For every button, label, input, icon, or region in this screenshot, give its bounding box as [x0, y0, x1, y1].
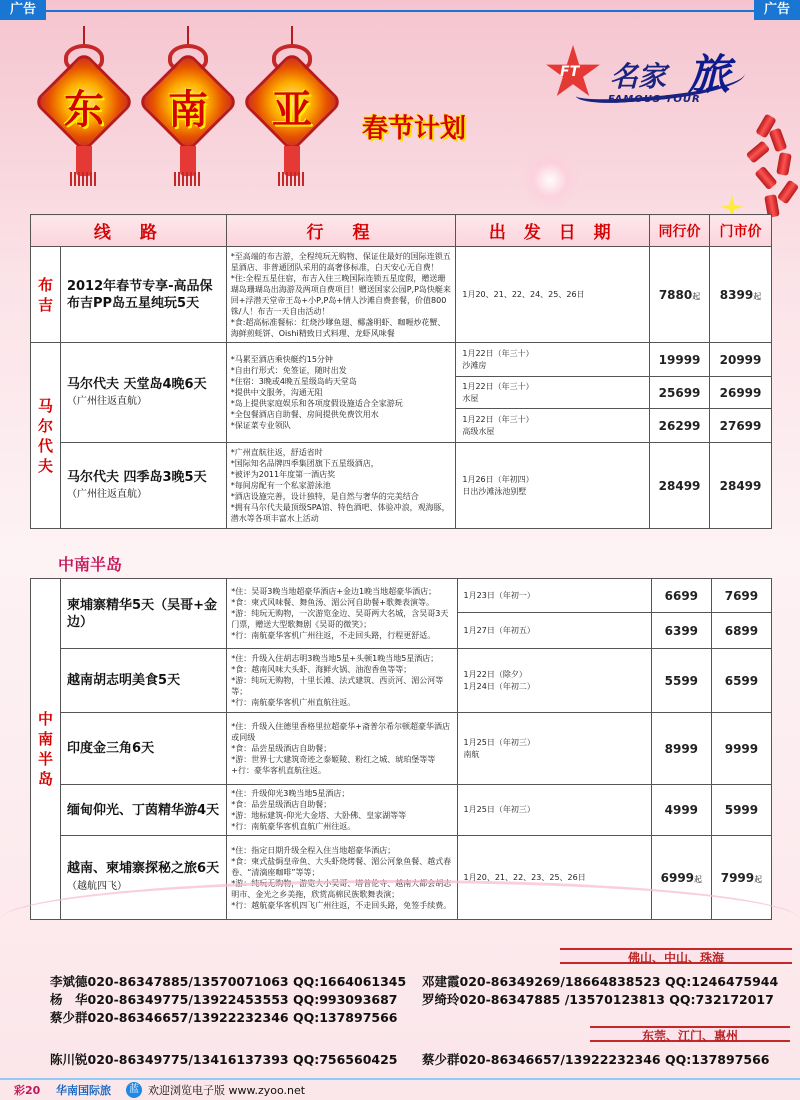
route-cell	[60, 343, 226, 443]
peer-price-cell: 5599	[651, 649, 711, 713]
logo-english: FAMOUS TOUR	[608, 94, 701, 105]
retail-price-cell: 6899	[711, 613, 771, 649]
contact-line: 杨 华020-86349775/13922453553 QQ:993093687	[50, 992, 398, 1007]
peer-price: 7880	[658, 287, 693, 302]
table-row	[31, 785, 772, 836]
region-label: 马尔代夫	[37, 396, 53, 475]
date-cell: 1月23日（年初一）	[457, 579, 651, 613]
contact-group-2-title: 东莞、江门、惠州	[590, 1026, 790, 1042]
itinerary-cell: *广州直航往返，舒适省时 *国际知名品牌四季集团旗下五星级酒店， *被评为2011年度第一酒店奖 *每间房配有一个私家游泳池 *酒店设施完善，设计独特，是自然与奢华的完美结合 *拥有马尔代夫最顶级SPA馆、特色酒吧、体验冲浪，观海豚，潜水等各项丰富水上活动	[226, 443, 456, 529]
peer-price: 6999	[660, 870, 695, 885]
route-name: 马尔代夫 天堂岛4晚6天	[66, 376, 207, 392]
itinerary-cell: *住：升级入住胡志明3晚当地5星+头顿1晚当地5星酒店； *食：越南风味大头虾、海鲜火锅、油泡香鱼等等； *游：纯玩无购物，十里长滩、法式建筑、西贡河、湄公河等等； *行：南航豪华客机广州直航往返。	[227, 649, 457, 713]
contact-line: 李斌德020-86347885/13570071063 QQ:1664061345	[50, 974, 407, 989]
peer-price-cell: 26299	[650, 409, 710, 443]
peer-price-cell: 6399	[651, 613, 711, 649]
peer-price-cell: 28499	[650, 443, 710, 529]
table-header-row	[31, 215, 772, 247]
date-cell: 1月22日（年三十） 沙滩房	[456, 343, 650, 377]
itinerary-cell: *住：指定日期升级全程入住当地超豪华酒店； *食：柬式盐焗皇帝鱼、大头虾烧烤餐、湄公河象鱼餐、越式春卷、“清滴座咖啡”等等； *游：纯玩无购物，游览大小吴哥、塔普伦寺、越南大都会胡志明市、金光之乡美拖，欣赏高棉民族歌舞表演； *行：越航豪华客机四飞广州往返，不走回头路，免签手续费。	[227, 836, 457, 920]
logo-badge: FT	[560, 64, 580, 80]
itinerary-cell: *住：升级仰光3晚当地5星酒店； *食：品尝星级酒店自助餐； *游：地标建筑-仰光大金塔、大卧佛、皇家湖等等 *行：南航豪华客机直航广州往返。	[227, 785, 457, 836]
route-sub: （越航四飞）	[67, 881, 128, 892]
date-cell: 1月22日（年三十） 水屋	[456, 377, 650, 409]
route-name: 马尔代夫 四季岛3晚5天	[66, 469, 207, 485]
top-rule	[46, 10, 754, 12]
route-sub: （广州往返直航）	[66, 395, 147, 407]
section-band	[30, 544, 772, 578]
paper-name: 华南国际旅	[56, 1084, 111, 1097]
date-cell: 1月27日（年初五）	[457, 613, 651, 649]
header-itinerary: 行 程	[226, 215, 456, 247]
route-cell	[60, 247, 226, 343]
price-suffix: 起	[694, 874, 703, 884]
knot-char-2: 南	[168, 87, 208, 133]
peer-price-cell: 8999	[651, 713, 711, 785]
contact-line: 邓建霞020-86349269/18664838523 QQ:1246475944	[422, 974, 779, 989]
contact-line: 罗绮玲020-86347885 /13570123813 QQ:732172017	[422, 992, 774, 1007]
route-name: 印度金三角6天	[67, 741, 155, 756]
route-name: 2012年春节专享-高品保 布吉PP岛五星纯玩5天	[66, 278, 213, 311]
contact-line: 蔡少群020-86346657/13922232346 QQ:137897566	[422, 1052, 770, 1067]
route-cell	[61, 649, 227, 713]
retail-price-cell: 20999	[710, 343, 772, 377]
route-name: 柬埔寨精华5天（吴哥+金边）	[67, 597, 217, 630]
itinerary-cell: *住：吴哥3晚当地超豪华酒店+金边1晚当地超豪华酒店； *食：柬式风味餐、舞鱼汤、湄公河自助餐+歌舞表演等。 *游：纯玩无购物，一次游览金边、吴哥两大名城，含吴哥3天门票，赠送大型歌舞剧《吴哥的微笑》； *行：南航豪华客机广州往返，不走回头路，行程更舒适。	[227, 579, 457, 649]
footer-slogan: 欢迎浏览电子版 www.zyoo.net	[148, 1084, 306, 1097]
chinese-knot-2	[146, 26, 230, 186]
footer-rule	[0, 1078, 800, 1080]
ad-label-left: 广告	[0, 0, 46, 20]
header-retail-price: 门市价	[710, 215, 772, 247]
contact-group-1-title: 佛山、中山、珠海	[560, 948, 792, 964]
peer-price-cell: 19999	[650, 343, 710, 377]
header-route: 线 路	[31, 215, 227, 247]
itinerary-cell: *马累至酒店乘快艇约15分钟 *自由行形式：免签证，随时出发 *住宿：3晚或4晚五星级岛屿天堂岛 *提供中文服务，沟通无阻 *岛上提供家庭娱乐和各项度假设施适合全家游玩 *全包餐酒店自助餐、房间提供免费饮用水 *保证菜专业领队	[226, 343, 456, 443]
peer-price-cell	[650, 247, 710, 343]
region-label: 布吉	[37, 275, 53, 314]
date-cell: 1月20、21、22、23、25、26日	[457, 836, 651, 920]
retail-price-cell	[710, 247, 772, 343]
retail-price-cell: 7699	[711, 579, 771, 613]
chinese-knot-1	[42, 26, 126, 186]
retail-price-cell: 26999	[710, 377, 772, 409]
table-row	[31, 247, 772, 343]
table-row	[31, 649, 772, 713]
main-route-table	[30, 214, 772, 529]
table-row	[31, 713, 772, 785]
retail-price: 7999	[720, 870, 755, 885]
header-dates: 出 发 日 期	[456, 215, 650, 247]
retail-price-cell: 5999	[711, 785, 771, 836]
retail-price: 8399	[719, 287, 754, 302]
contact-line: 蔡少群020-86346657/13922232346 QQ:137897566	[50, 1010, 398, 1025]
itinerary-cell: *住：升级入住德里香格里拉超豪华+斋普尔希尔顿超豪华酒店或同级 *食：品尝星级酒店自助餐； *游：世界七大建筑奇迹之泰姬陵、粉红之城、琥珀堡等等+行：豪华客机直航往返。	[227, 713, 457, 785]
price-suffix: 起	[753, 291, 762, 301]
retail-price-cell: 6599	[711, 649, 771, 713]
plan-title: 春节计划	[362, 114, 467, 144]
logo-name-accent: 旅	[688, 50, 731, 99]
chinese-knot-3	[250, 26, 334, 186]
table-row	[31, 343, 772, 377]
ad-label-right: 广告	[754, 0, 800, 20]
peer-price-cell: 25699	[650, 377, 710, 409]
price-suffix: 起	[692, 291, 701, 301]
contact-line: 陈川锐020-86349775/13416137393 QQ:756560425	[50, 1052, 398, 1067]
date-cell: 1月25日（年初三） 南航	[457, 713, 651, 785]
date-cell: 1月20、21、22、24、25、26日	[456, 247, 650, 343]
logo-name: 名家	[610, 60, 667, 93]
peer-price-cell: 4999	[651, 785, 711, 836]
region-label: 中南半岛	[38, 710, 54, 788]
retail-price-cell: 28499	[710, 443, 772, 529]
route-name: 缅甸仰光、丁茵精华游4天	[67, 802, 220, 818]
table-row	[31, 579, 772, 613]
blue-badge-icon: 蓝	[126, 1082, 142, 1098]
firework-decoration	[520, 150, 580, 210]
route-sub: （广州往返直航）	[66, 488, 147, 500]
route-cell	[60, 443, 226, 529]
retail-price-cell: 27699	[710, 409, 772, 443]
knot-char-3: 亚	[272, 87, 312, 133]
retail-price-cell: 9999	[711, 713, 771, 785]
region-cell	[31, 247, 61, 343]
route-name: 越南、柬埔寨探秘之旅6天	[67, 861, 220, 876]
date-cell: 1月25日（年初三）	[457, 785, 651, 836]
date-cell: 1月22日（年三十） 高级水屋	[456, 409, 650, 443]
region-cell	[31, 579, 61, 920]
date-cell: 1月26日（年初四） 日出沙滩泳池别墅	[456, 443, 650, 529]
knot-char-1: 东	[64, 87, 104, 133]
route-cell	[61, 579, 227, 649]
itinerary-cell: *至高端的布吉游，全程纯玩无购物、保证住最好的国际连锁五星酒店、非普通团队采用的高奢侈标准，白天安心无自费！ *住:全程五星住宿，布吉入住三晚国际连锁五星度假，赠送珊瑚岛珊瑚岛出海游及两项自费项目！赠送国家公园P,P岛快艇来回+浮潜天堂帝王岛+小P,P岛+情人沙滩自费套餐，价值800铢/人！布吉一天自由活动！ *食:超高标准餐标：红烧沙嗲鱼翅、椰盏明虾、咖喱炒花蟹、海鲜煎蚝饼、Oishi精致日式料理、龙虾风味餐	[226, 247, 456, 343]
route-cell	[61, 785, 227, 836]
route-name: 越南胡志明美食5天	[67, 673, 181, 688]
table-row	[31, 443, 772, 529]
route-cell	[61, 713, 227, 785]
peer-price-cell: 6699	[651, 579, 711, 613]
indochina-route-table	[30, 578, 772, 920]
header-peer-price: 同行价	[650, 215, 710, 247]
section-title: 中南半岛	[58, 555, 123, 574]
page-number: 彩20	[14, 1084, 41, 1097]
region-cell	[31, 343, 61, 529]
price-suffix: 起	[754, 874, 763, 884]
date-cell: 1月22日（除夕） 1月24日（年初二）	[457, 649, 651, 713]
